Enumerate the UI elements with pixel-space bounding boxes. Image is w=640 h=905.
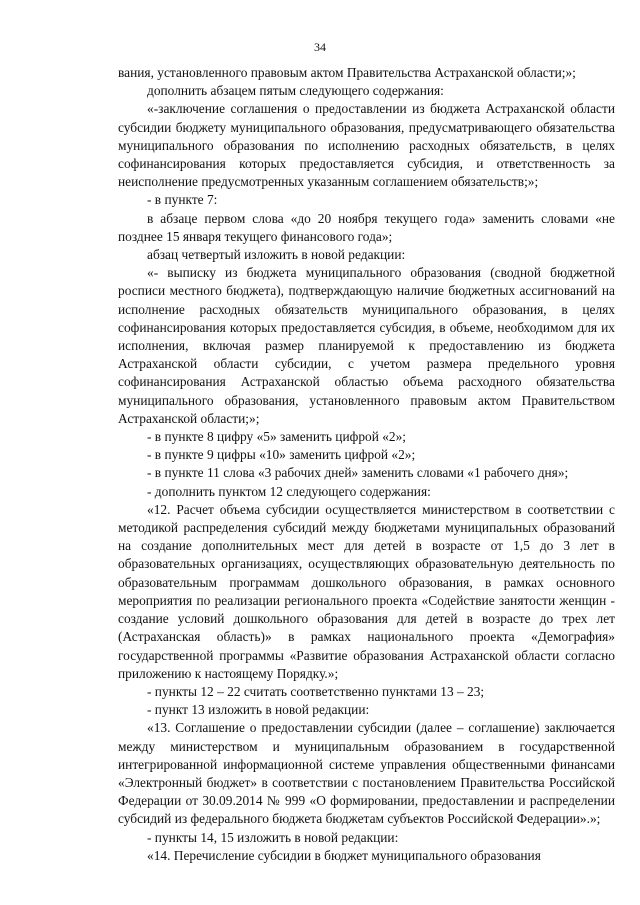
paragraph-6: абзац четвертый изложить в новой редакции:	[147, 247, 406, 263]
document-body	[118, 64, 615, 865]
paragraph-14: - пункт 13 изложить в новой редакции:	[147, 702, 370, 718]
paragraph-7: «- выписку из бюджета муниципального образования (сводной бюджетной росписи местного бюджета), подтверждающую наличие бюджетных ассигнований на исполнение расходных обязательств муниципального образования, в целях софинансирования которых предоставляется субсидия, в объеме, необходимом для их исполнения, включая размер планируемой к предоставлению из бюджета Астраханской области субсидии, с учетом размера предельного уровня софинансирования Астраханской областью объема расходного обязательства муниципального образования, установленного правовым актом Правительством Астраханской области;»;	[118, 265, 615, 426]
paragraph-13: - пункты 12 – 22 считать соответственно пунктами 13 – 23;	[147, 683, 485, 699]
paragraph-9: - в пункте 9 цифры «10» заменить цифрой «2»;	[147, 447, 416, 463]
paragraph-15: «13. Соглашение о предоставлении субсидии (далее – соглашение) заключается между министерством и муниципальным образованием в государственной интегрированной информационной системе управления общественными финансами «Электронный бюджет» в соответствии с постановлением Правительства Российской Федерации от 30.09.2014 № 999 «О формировании, предоставлении и распределении субсидий из федерального бюджета бюджетам субъектов Российской Федерации».»;	[118, 720, 615, 827]
paragraph-5: в абзаце первом слова «до 20 ноября текущего года» заменить словами «не позднее 15 января текущего финансового года»;	[118, 210, 615, 244]
paragraph-17: «14. Перечисление субсидии в бюджет муниципального образования	[147, 847, 541, 863]
paragraph-1: вания, установленного правовым актом Правительства Астраханской области;»;	[118, 65, 576, 80]
paragraph-2: дополнить абзацем пятым следующего содержания:	[147, 83, 444, 99]
paragraph-12: «12. Расчет объема субсидии осуществляется министерством в соответствии с методикой распределения субсидий между бюджетами муниципальных образований на создание дополнительных мест для детей в возрасте от 1,5 до 3 лет в образовательных организациях, осуществляющих образовательную деятельность по образовательным программам дошкольного образования, в рамках основного мероприятия по реализации регионального проекта «Содействие занятости женщин - создание условий дошкольного образования для детей в возрасте до трех лет (Астраханская область)» в рамках национального проекта «Демография» государственной программы «Развитие образования Астраханской области согласно приложению к настоящему Порядку.»;	[118, 501, 615, 681]
paragraph-4: - в пункте 7:	[147, 192, 218, 208]
paragraph-10: - в пункте 11 слова «3 рабочих дней» заменить словами «1 рабочего дня»;	[147, 465, 569, 481]
page-number: 34	[314, 40, 326, 54]
paragraph-16: - пункты 14, 15 изложить в новой редакции:	[147, 829, 399, 845]
paragraph-8: - в пункте 8 цифру «5» заменить цифрой «2»;	[147, 429, 407, 445]
paragraph-11: - дополнить пунктом 12 следующего содержания:	[147, 483, 431, 499]
paragraph-3: «-заключение соглашения о предоставлении из бюджета Астраханской области субсидии бюджету муниципального образования, предусматривающего обязательства муниципального образования по исполнению расходных обязательств, в целях софинансирования которых предоставляется субсидия, и ответственность за неисполнение предусмотренных указанным соглашением обязательств;»;	[118, 101, 615, 190]
